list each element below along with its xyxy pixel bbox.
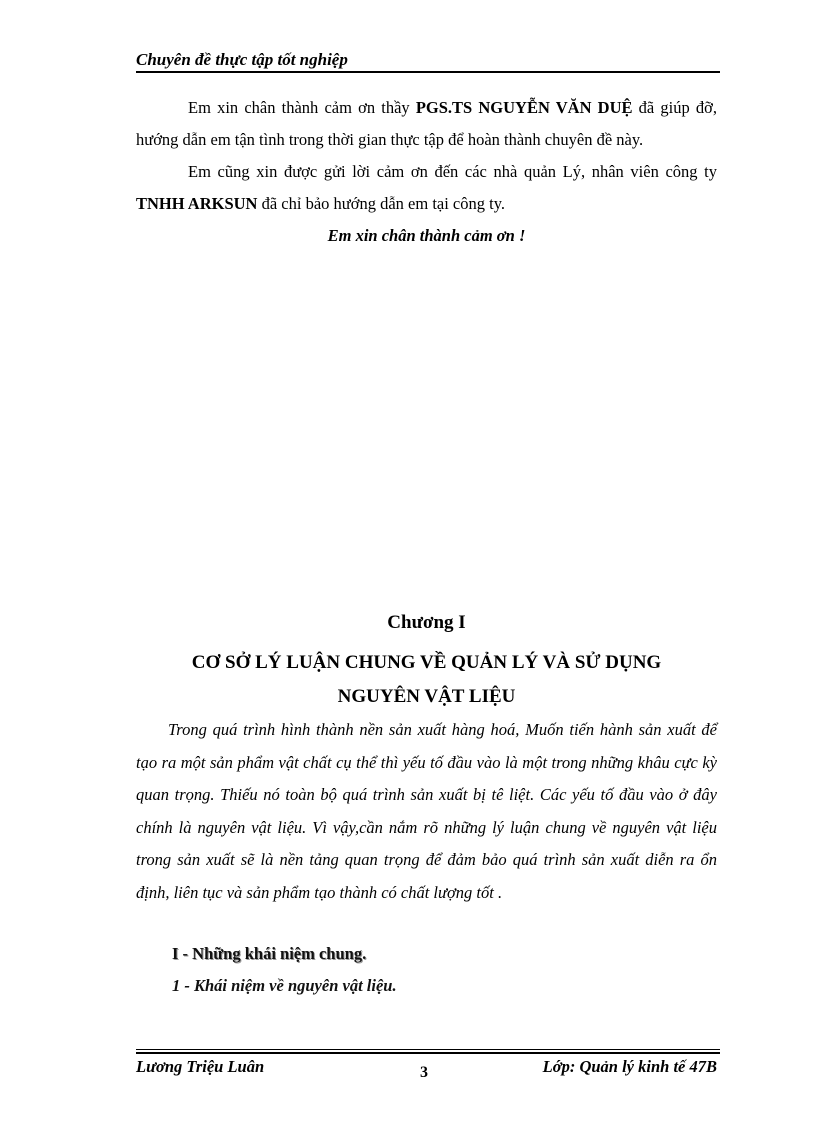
acknowledgement-paragraph-2 [136, 156, 717, 220]
ack2-text-a: Em cũng xin được gửi lời cảm ơn đến các nhà quản Lý, nhân viên công ty [188, 162, 717, 181]
header-title: Chuyên đề thực tập tốt nghiệp [136, 50, 348, 69]
chapter-title-line-1: CƠ SỞ LÝ LUẬN CHUNG VỀ QUẢN LÝ VÀ SỬ DỤNG [191, 652, 662, 673]
footer-rule-thin [136, 1049, 720, 1050]
section-heading-1-1: 1 - Khái niệm về nguyên vật liệu. [172, 976, 397, 995]
advisor-name: PGS.TS NGUYỄN VĂN DUỆ [415, 98, 633, 117]
company-name: TNHH ARKSUN [136, 194, 258, 213]
footer-class: Lớp: Quản lý kinh tế 47B [542, 1057, 717, 1076]
closing-thanks: Em xin chân thành cảm ơn ! [327, 226, 526, 245]
acknowledgement [136, 92, 717, 252]
footer-rule-thick [136, 1052, 720, 1054]
chapter-title-line-2: NGUYÊN VẬT LIỆU [337, 686, 516, 707]
section-heading-1: I - Những khái niệm chung. [172, 944, 367, 963]
acknowledgement-paragraph-1 [136, 92, 717, 156]
chapter-number: Chương I [387, 612, 466, 633]
page-number: 3 [420, 1064, 428, 1081]
page-header [136, 50, 720, 70]
footer-author: Lương Triệu Luân [136, 1057, 265, 1076]
ack2-text-b: đã chỉ bảo hướng dẫn em tại công ty. [257, 194, 506, 213]
chapter-title [136, 646, 717, 714]
intro-paragraph: Trong quá trình hình thành nền sản xuất hàng hoá, Muốn tiến hành sản xuất để tạo ra một sản phẩm vật chất cụ thể thì yếu tố đầu vào là một trong những khâu cực kỳ quan trọng. Thiếu nó toàn bộ quá trình sản xuất bị tê liệt. Các yếu tố đầu vào ở đây chính là nguyên vật liệu. Vì vậy,cần nắm rõ những lý luận chung về nguyên vật liệu trong sản xuất sẽ là nền tảng quan trọng để đảm bảo quá trình sản xuất diễn ra ổn định, liên tục và sản phẩm tạo thành có chất lượng tốt . [136, 720, 717, 902]
ack1-text-a: Em xin chân thành cảm ơn thầy [188, 98, 416, 117]
ack1-text-b: đã giúp đỡ, hướng dẫn em tận tình trong thời gian thực tập để hoàn thành chuyên đề này. [136, 98, 717, 149]
header-rule [136, 71, 720, 73]
